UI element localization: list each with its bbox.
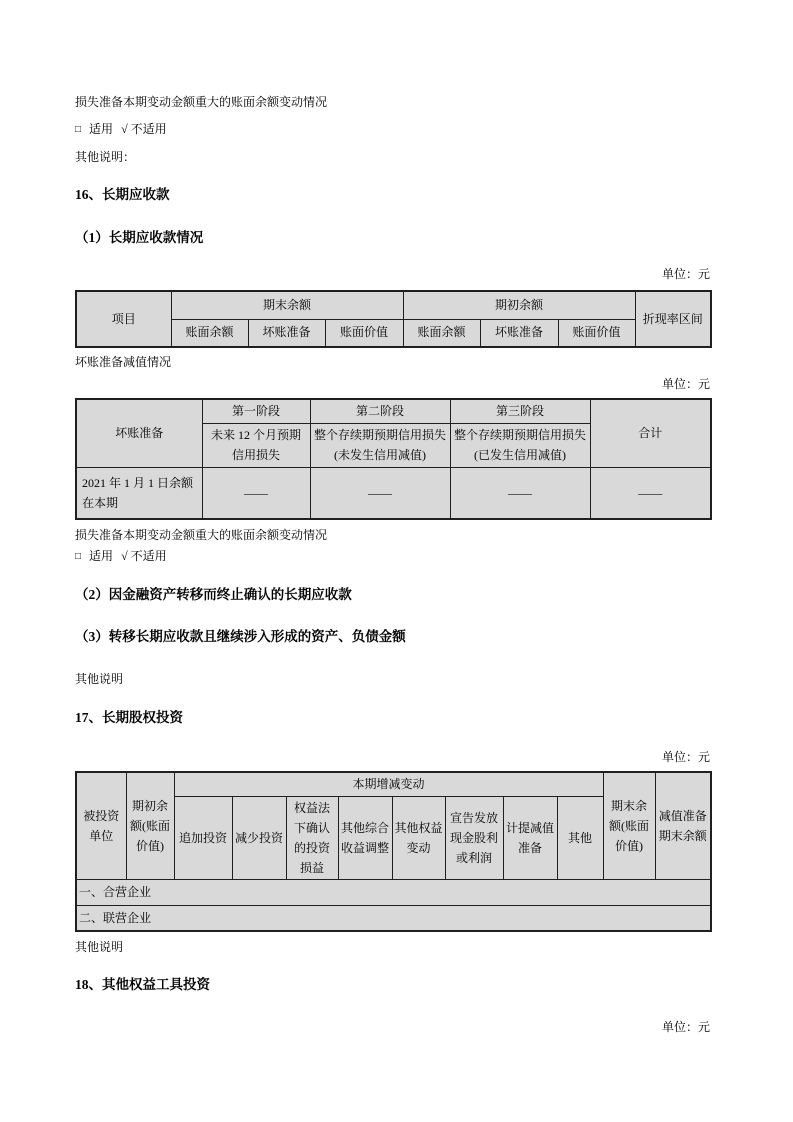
header-cell-declared-dividends: 宣告发放现金股利或利润: [445, 796, 503, 879]
header-cell-book-value: 账面价值: [558, 319, 635, 347]
header-cell-book-balance: 账面余额: [403, 319, 480, 347]
header-cell-bad-debt-provision: 坏账准备: [248, 319, 325, 347]
header-cell-other-equity-change: 其他权益变动: [392, 796, 445, 879]
header-cell-investee: 被投资单位: [76, 772, 126, 879]
section-18-title: 18、其他权益工具投资: [75, 977, 210, 992]
header-cell-book-value: 账面价值: [325, 319, 403, 347]
section-17-title: 17、长期股权投资: [75, 710, 183, 725]
table-row: [76, 467, 711, 519]
header-cell-total: 合计: [590, 399, 711, 467]
long-term-equity-investment-table: [75, 771, 712, 932]
header-cell-stage1: 第一阶段: [202, 399, 310, 423]
section-16-sub2-title: （2）因金融资产转移而终止确认的长期应收款: [75, 587, 352, 602]
header-cell-equity-method-pl: 权益法下确认的投资损益: [286, 796, 338, 879]
table-header-row: [76, 291, 711, 319]
header-cell-provision: 坏账准备: [76, 399, 202, 467]
header-cell-period-change-group: 本期增减变动: [174, 772, 603, 796]
header-cell-other: 其他: [557, 796, 603, 879]
data-cell-dash: ——: [450, 467, 590, 519]
header-cell-reduced-investment: 减少投资: [232, 796, 286, 879]
table-subheader-row: [76, 319, 711, 347]
applicable-label: 适用: [89, 122, 114, 136]
not-applicable-label: 不适用: [130, 122, 167, 136]
table-header-row: [76, 772, 711, 796]
row-label-opening-balance: 2021 年 1 月 1 日余额在本期: [76, 467, 202, 519]
checkbox-unchecked-icon: □: [75, 124, 82, 135]
applicability-line: [75, 549, 710, 565]
data-cell-dash: ——: [590, 467, 711, 519]
header-cell-item: 项目: [76, 291, 171, 347]
applicability-line: [75, 122, 710, 138]
header-cell-closing-group: 期末余额: [171, 291, 403, 319]
data-cell-dash: ——: [310, 467, 450, 519]
other-notes-label: 其他说明: [75, 672, 124, 686]
header-cell-stage1-desc: 未来 12 个月预期信用损失: [202, 423, 310, 467]
header-cell-oci-adjustment: 其他综合收益调整: [338, 796, 392, 879]
header-cell-discount-range: 折现率区间: [635, 291, 711, 347]
table-row: [76, 879, 711, 905]
loss-change-note: 损失准备本期变动金额重大的账面余额变动情况: [75, 95, 328, 109]
header-cell-closing-balance: 期末余额(账面价值): [603, 772, 655, 879]
applicable-label: 适用: [89, 549, 114, 563]
page-content: [75, 0, 710, 1034]
unit-label: 单位：元: [661, 377, 710, 391]
table-header-row: [76, 399, 711, 423]
check-icon: √: [121, 122, 128, 136]
not-applicable-label: 不适用: [130, 549, 167, 563]
table-row: [76, 905, 711, 931]
unit-label: 单位：元: [661, 1020, 710, 1034]
header-cell-opening-balance: 期初余额(账面价值): [126, 772, 174, 879]
header-cell-book-balance: 账面余额: [171, 319, 248, 347]
bad-debt-impairment-label: 坏账准备减值情况: [75, 355, 172, 369]
row-label-joint-ventures: 一、合营企业: [76, 879, 711, 905]
header-cell-opening-group: 期初余额: [403, 291, 635, 319]
checkbox-unchecked-icon: □: [75, 551, 82, 562]
other-notes-label: 其他说明：: [75, 150, 136, 164]
loss-change-note: 损失准备本期变动金额重大的账面余额变动情况: [75, 528, 328, 542]
header-cell-stage3-desc: 整个存续期预期信用损失(已发生信用减值): [450, 423, 590, 467]
data-cell-dash: ——: [202, 467, 310, 519]
long-term-receivables-table: [75, 290, 712, 348]
header-cell-additional-investment: 追加投资: [174, 796, 232, 879]
section-16-title: 16、长期应收款: [75, 187, 170, 202]
bad-debt-provision-stages-table: [75, 398, 712, 520]
section-16-sub1-title: （1）长期应收款情况: [75, 230, 204, 245]
header-cell-stage3: 第三阶段: [450, 399, 590, 423]
header-cell-impairment-provision: 计提减值准备: [503, 796, 557, 879]
unit-label: 单位：元: [661, 750, 710, 764]
header-cell-impairment-closing: 减值准备期末余额: [655, 772, 711, 879]
unit-label: 单位：元: [661, 267, 710, 281]
header-cell-stage2-desc: 整个存续期预期信用损失(未发生信用减值): [310, 423, 450, 467]
other-notes-label: 其他说明: [75, 940, 124, 954]
header-cell-stage2: 第二阶段: [310, 399, 450, 423]
row-label-associates: 二、联营企业: [76, 905, 711, 931]
check-icon: √: [121, 549, 128, 563]
header-cell-bad-debt-provision: 坏账准备: [480, 319, 558, 347]
section-16-sub3-title: （3）转移长期应收款且继续涉入形成的资产、负债金额: [75, 629, 406, 644]
